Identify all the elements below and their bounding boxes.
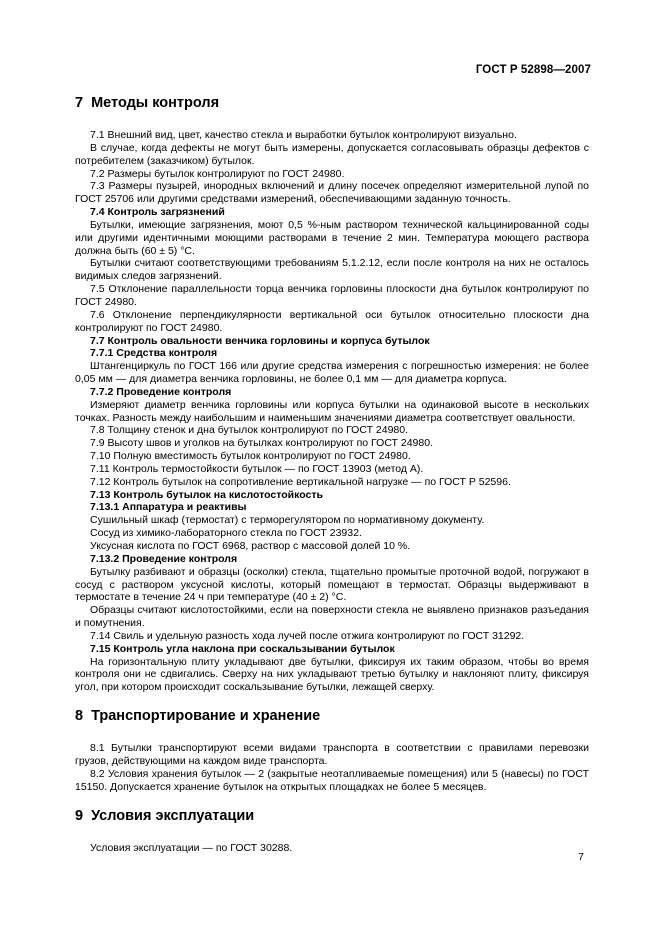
paragraph: 7.1 Внешний вид, цвет, качество стекла и выработки бутылок контролируют визуально. (90, 129, 517, 141)
paragraph: 7.14 Свиль и удельную разность хода лучей после отжига контролируют по ГОСТ 31292. (90, 629, 525, 642)
paragraph: В случае, когда дефекты не могут быть измерены, допускается согласовывать образцы дефектов с потребителем (заказчиком) бутылок. (75, 141, 589, 167)
paragraph: Бутылки, имеющие загрязнения, моют 0,5 %-ным раствором технической кальцинированной соды или другими идентичными моющими растворами в течение 2 мин. Температура моющего раствора должна быть (60 ± 5) °С. (75, 218, 589, 257)
paragraph: 7.9 Высоту швов и уголков на бутылках контролируют по ГОСТ 24980. (90, 437, 433, 450)
paragraph: 7.2 Размеры бутылок контролируют по ГОСТ 24980. (90, 167, 345, 180)
paragraph: Штангенциркуль по ГОСТ 166 или другие средства измерения с погрешностью измерения: не более 0,05 мм — для диаметра венчика горловины, не более 0,1 мм — для диаметра корпуса. (75, 360, 589, 386)
paragraph: 7.8 Толщину стенок и дна бутылок контролируют по ГОСТ 24980. (90, 424, 409, 437)
paragraph: 7.5 Отклонение параллельности торца венчика горловины плоскости дна бутылок контролируют по ГОСТ 24980. (75, 283, 589, 308)
paragraph: 7.6 Отклонение перпендикулярности вертикальной оси бутылок относительно плоскости дна контролируют по ГОСТ 24980. (75, 308, 589, 334)
section-title: Методы контроля (91, 95, 220, 111)
paragraph: 7.11 Контроль термостойкости бутылок — по ГОСТ 13903 (метод А). (90, 462, 424, 475)
paragraph: 8.1 Бутылки транспортируют всеми видами транспорта в соответствии с правилами перевозки грузов, действующими на каждом виде транспорта. (75, 742, 589, 767)
section-heading-s7 (75, 94, 589, 112)
paragraph: На горизонтальную плиту укладывают две бутылки, фиксируя их таким образом, чтобы во время контроля они не сдвигались. Сверху на них укладывают третью бутылку и наклоняют плиту, фиксируя угол, при котором происходит соскальзывание бутылки, лежащей сверху. (75, 655, 589, 694)
paragraph: Измеряют диаметр венчика горловины или корпуса бутылки на одинаковой высоте в нескольких точках. Разность между наибольшим и наименьшим значениями диаметра соответствует овальности. (75, 398, 589, 424)
section-heading-s8 (75, 707, 589, 725)
subsection-heading: 7.13.1 Аппаратура и реактивы (90, 501, 247, 514)
subsection-heading: 7.7.2 Проведение контроля (90, 385, 232, 398)
subsection-heading: 7.13 Контроль бутылок на кислотостойкость (90, 488, 323, 501)
paragraph: Уксусная кислота по ГОСТ 6968, раствор с массовой долей 10 %. (90, 540, 411, 552)
section-title: Условия эксплуатации (91, 807, 255, 824)
subsection-heading: 7.4 Контроль загрязнений (90, 206, 225, 219)
paragraph: 8.2 Условия хранения бутылок — 2 (закрытые неотапливаемые помещения) или 5 (навесы) по ГОСТ 15150. Допускается хранение бутылок на открытых площадках не более 5 месяцев. (75, 767, 589, 793)
page-number: 7 (578, 851, 584, 863)
subsection-heading: 7.7 Контроль овальности венчика горловины и корпуса бутылок (90, 334, 430, 347)
paragraph: 7.12 Контроль бутылок на сопротивление вертикальной нагрузке — по ГОСТ Р 52596. (90, 475, 511, 488)
section-heading-s9 (75, 807, 589, 825)
paragraph: Бутылки считают соответствующими требованиям 5.1.2.12, если после контроля на них не осталось видимых следов загрязнений. (75, 257, 589, 283)
section-gap (75, 694, 589, 707)
document-body (75, 94, 589, 854)
section-gap (75, 794, 589, 807)
section-number: 7 (75, 95, 84, 111)
subsection-heading: 7.7.1 Средства контроля (90, 347, 218, 360)
subsection-heading: 7.13.2 Проведение контроля (90, 552, 238, 565)
paragraph: 7.3 Размеры пузырей, инородных включений и длину посечек определяют измерительной лупой по ГОСТ 25706 или другими средствами измерений, обеспечивающими заданную точность. (75, 180, 589, 206)
subsection-heading: 7.15 Контроль угла наклона при соскальзывании бутылок (90, 642, 395, 655)
paragraph: Образцы считают кислотостойкими, если на поверхности стекла не выявлено признаков разъедания и помутнения. (75, 604, 589, 630)
section-number: 9 (75, 807, 84, 824)
paragraph: Сушильный шкаф (термостат) с терморегулятором по нормативному документу. (90, 514, 485, 527)
paragraph: 7.10 Полную вместимость бутылок контролируют по ГОСТ 24980. (90, 450, 411, 463)
paragraph: Бутылку разбивают и образцы (осколки) стекла, тщательно промытые проточной водой, погружают в сосуд с раствором уксусной кислоты, который помещают в термостат. Образцы выдерживают в термостате в течение 24 ч при температуре (40 ± 2) °С. (75, 565, 589, 604)
paragraph: Сосуд из химико-лабораторного стекла по ГОСТ 23932. (90, 527, 362, 540)
section-title: Транспортирование и хранение (91, 708, 321, 725)
document-header: ГОСТ Р 52898—2007 (475, 64, 591, 76)
section-number: 8 (75, 708, 84, 725)
paragraph: Условия эксплуатации — по ГОСТ 30288. (90, 841, 293, 854)
